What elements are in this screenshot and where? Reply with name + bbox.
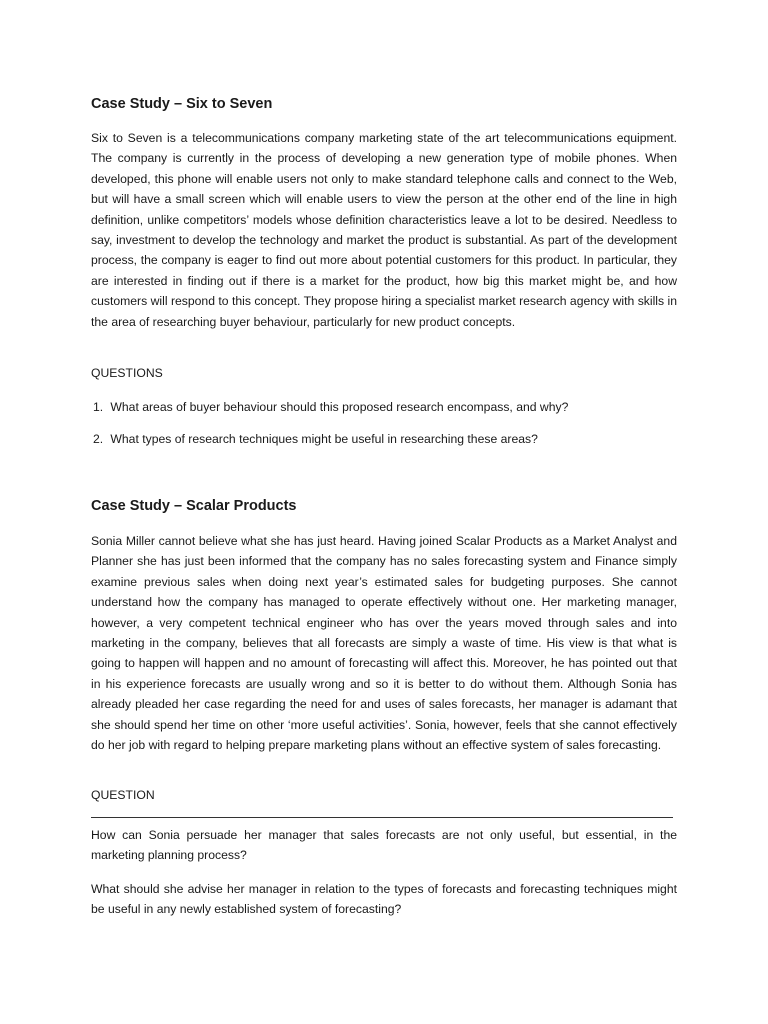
case-study-2-body: Sonia Miller cannot believe what she has just heard. Having joined Scalar Products as a Market Analyst and Planner she has just been informed that the company has no sales forecasting system and Finance simply examine previous sales when doing next year’s estimated sales for budgeting purposes. She cannot understand how the company has managed to operate effectively without one. Her marketing manager, however, a very competent technical engineer who has over the years moved through sales and into marketing in the company, believes that all forecasts are simply a waste of time. His view is that what is going to happen will happen and no amount of forecasting will affect this. Moreover, he has pointed out that in his experience forecasts are usually wrong and so it is better to do without them. Although Sonia has already pleaded her case regarding the need for and uses of sales forecasts, her manager is adamant that she should spend her time on other ‘more useful activities’. Sonia, however, feels that she cannot effectively do her job with regard to helping prepare marketing plans without an effective system of sales forecasting. [91,534,677,753]
case-study-1-title: Case Study – Six to Seven [91,96,273,112]
question-number: 2. [93,432,104,446]
case-study-1-questions-label: QUESTIONS [91,366,163,380]
case-study-1-body: Six to Seven is a telecommunications company marketing state of the art telecommunications equipment. The company is currently in the process of developing a new generation type of mobile phones. When developed, this phone will enable users not only to make standard telephone calls and connect to the Web, but will have a small screen which will enable users to view the person at the other end of the line in high definition, unlike competitors’ models whose definition characteristics leave a lot to be desired. Needless to say, investment to develop the technology and market the product is substantial. As part of the development process, the company is eager to find out more about potential customers for this product. In particular, they are interested in finding out if there is a market for the product, how big this market might be, and how customers will respond to this concept. They propose hiring a specialist market research agency with skills in the area of researching buyer behaviour, particularly for new product concepts. [91,131,677,329]
underline-divider [91,817,673,818]
question-text: What types of research techniques might be useful in researching these areas? [110,432,538,446]
case-study-2-title: Case Study – Scalar Products [91,498,297,514]
case-study-2-question-1: How can Sonia persuade her manager that sales forecasts are not only useful, but essential, in the marketing planning process? [91,828,677,863]
case-study-2-question-label: QUESTION [91,788,155,802]
question-item [93,397,677,417]
question-number: 1. [93,400,104,414]
case-study-1-question-list [93,397,677,449]
question-item [93,429,677,449]
question-text: What areas of buyer behaviour should this proposed research encompass, and why? [110,400,569,414]
case-study-2-question-2: What should she advise her manager in relation to the types of forecasts and forecasting techniques might be useful in any newly established system of forecasting? [91,882,677,917]
